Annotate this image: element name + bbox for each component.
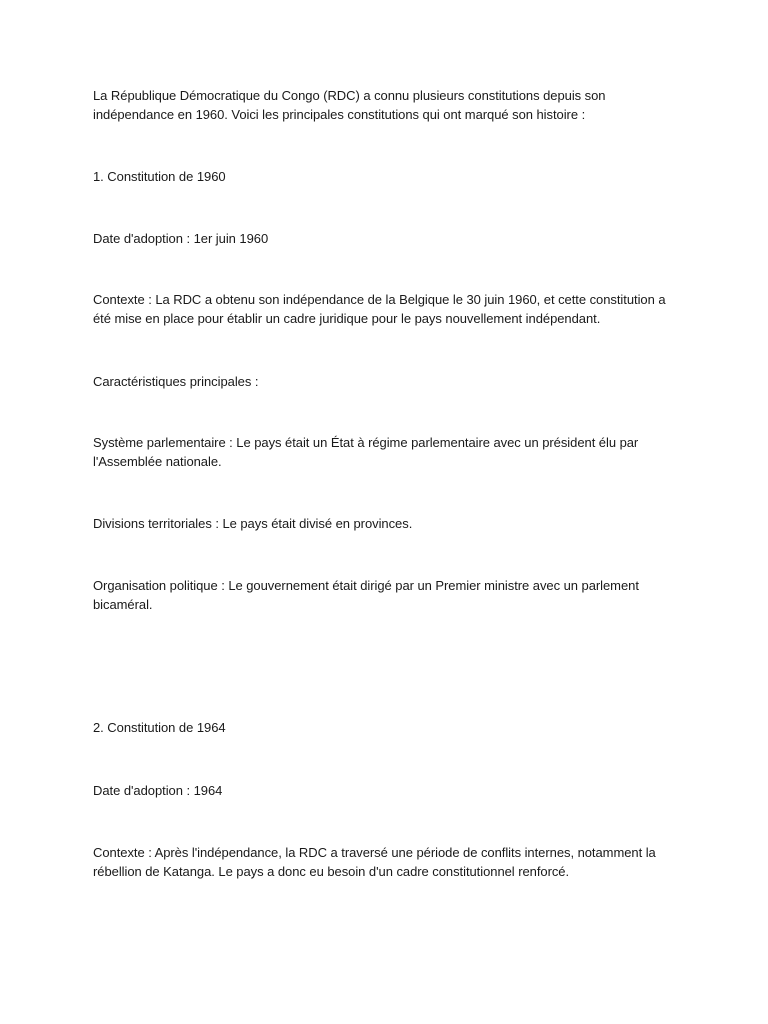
feature-parliamentary-system: Système parlementaire : Le pays était un État à régime parlementaire avec un président élu par l'Assemblée nationale. <box>93 435 639 469</box>
intro-paragraph: La République Démocratique du Congo (RDC) a connu plusieurs constitutions depuis son indépendance en 1960. Voici les principales constitutions qui ont marqué son histoire : <box>93 88 606 122</box>
section-1-features-heading: Caractéristiques principales : <box>93 374 259 389</box>
section-2-context: Contexte : Après l'indépendance, la RDC a traversé une période de conflits internes, notamment la rébellion de Katanga. Le pays a donc eu besoin d'un cadre constitutionnel renforcé. <box>93 845 656 879</box>
section-1-context: Contexte : La RDC a obtenu son indépendance de la Belgique le 30 juin 1960, et cette constitution a été mise en place pour établir un cadre juridique pour le pays nouvellement indépendant. <box>93 292 666 326</box>
section-2-date: Date d'adoption : 1964 <box>93 783 223 798</box>
feature-territorial-divisions: Divisions territoriales : Le pays était divisé en provinces. <box>93 516 413 531</box>
section-1-heading: 1. Constitution de 1960 <box>93 169 226 184</box>
feature-political-organisation: Organisation politique : Le gouvernement était dirigé par un Premier ministre avec un parlement bicaméral. <box>93 578 639 612</box>
section-1-date: Date d'adoption : 1er juin 1960 <box>93 231 269 246</box>
section-2-heading: 2. Constitution de 1964 <box>93 720 226 735</box>
